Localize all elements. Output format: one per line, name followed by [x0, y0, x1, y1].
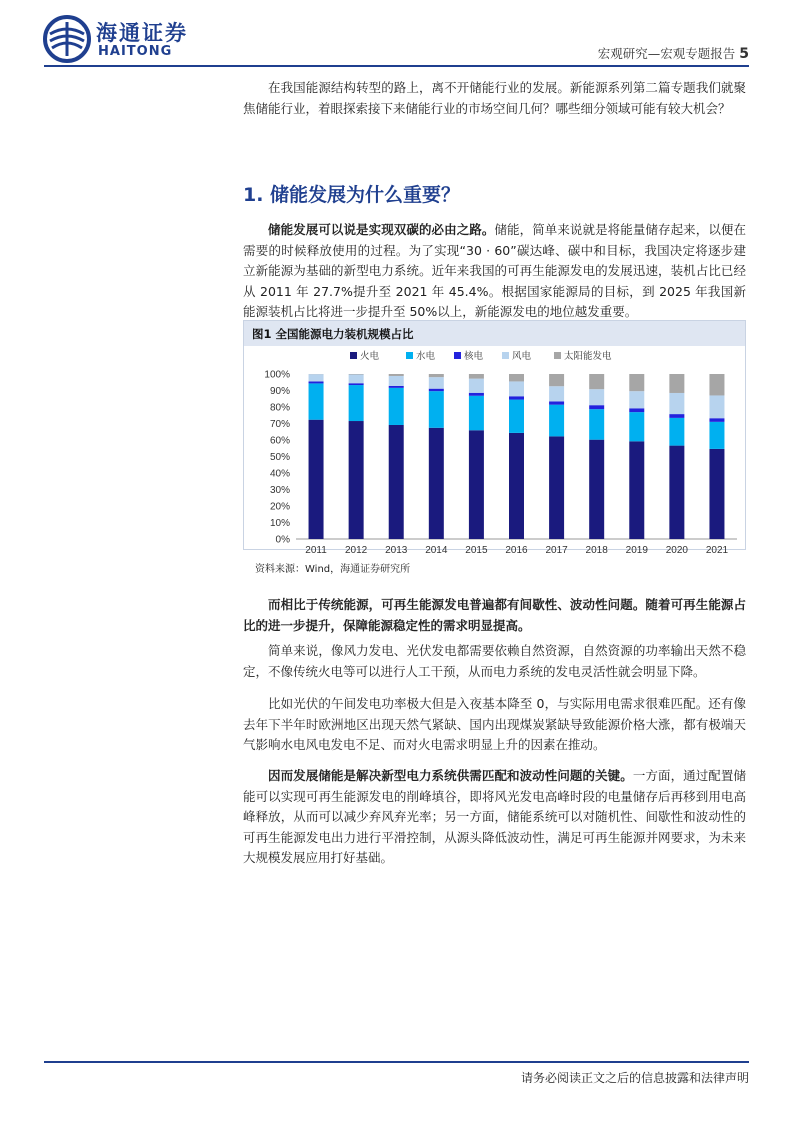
- bar-segment-风电-2011: [309, 374, 324, 381]
- bar-segment-水电-2017: [549, 405, 564, 437]
- x-tick-label: 2011: [305, 545, 327, 556]
- paragraph-1: [243, 220, 746, 323]
- bar-segment-风电-2019: [629, 391, 644, 408]
- x-tick-label: 2021: [705, 545, 729, 556]
- bar-segment-火电-2019: [629, 441, 644, 539]
- bar-segment-太阳能发电-2021: [709, 374, 724, 395]
- bar-segment-火电-2020: [669, 446, 684, 539]
- y-tick-label: 0%: [275, 534, 290, 546]
- page-number: 5: [739, 46, 749, 62]
- y-tick-label: 10%: [269, 518, 290, 529]
- bar-segment-核电-2014: [429, 389, 444, 391]
- bar-segment-太阳能发电-2016: [509, 374, 524, 381]
- bar-segment-太阳能发电-2018: [589, 374, 604, 389]
- x-tick-label: 2020: [665, 545, 688, 556]
- y-tick-label: 100%: [264, 369, 290, 381]
- bar-segment-火电-2012: [349, 421, 364, 539]
- capacity-share-chart: [244, 346, 745, 566]
- paragraph-3: 简单来说，像风力发电、光伏发电都需要依赖自然资源，自然资源的功率输出天然不稳定，不像传统火电等可以进行人工干预，从而电力系统的发电灵活性就会明显下降。: [243, 643, 746, 679]
- figure-title: 图1 全国能源电力装机规模占比: [252, 327, 414, 341]
- bar-segment-太阳能发电-2014: [429, 374, 444, 377]
- header-divider: [44, 65, 749, 67]
- brand-name-en: HAITONG: [98, 44, 173, 59]
- y-tick-label: 30%: [269, 485, 290, 496]
- bar-segment-火电-2017: [549, 436, 564, 539]
- y-tick-label: 20%: [269, 501, 290, 513]
- paragraph-5-lead: 因而发展储能是解决新型电力系统供需匹配和波动性问题的关键。: [268, 768, 633, 783]
- bar-segment-风电-2014: [429, 377, 444, 389]
- bar-segment-水电-2016: [509, 400, 524, 433]
- y-tick-label: 40%: [269, 468, 290, 480]
- y-tick-label: 50%: [269, 452, 290, 463]
- bar-segment-风电-2015: [469, 379, 484, 393]
- bar-segment-太阳能发电-2019: [629, 374, 644, 391]
- bar-segment-太阳能发电-2017: [549, 374, 564, 386]
- bar-segment-水电-2015: [469, 396, 484, 430]
- haitong-logo-icon: [42, 14, 92, 64]
- bar-segment-风电-2021: [709, 395, 724, 418]
- bar-segment-风电-2016: [509, 381, 524, 396]
- bar-segment-核电-2015: [469, 393, 484, 396]
- bar-segment-核电-2016: [509, 396, 524, 399]
- bar-segment-核电-2019: [629, 408, 644, 412]
- y-tick-label: 60%: [269, 435, 290, 447]
- bar-segment-太阳能发电-2013: [389, 374, 404, 376]
- figure-source: 资料来源：Wind，海通证券研究所: [255, 564, 411, 575]
- legend-label: 火电: [360, 351, 380, 362]
- x-tick-label: 2013: [385, 545, 408, 556]
- paragraph-1-lead: 储能发展可以说是实现双碳的必由之路。: [268, 222, 495, 237]
- bar-segment-风电-2018: [589, 389, 604, 405]
- legend-label: 太阳能发电: [564, 351, 612, 362]
- bar-segment-太阳能发电-2015: [469, 374, 484, 379]
- bar-segment-火电-2016: [509, 433, 524, 539]
- report-header: [598, 44, 749, 62]
- bar-segment-核电-2020: [669, 414, 684, 418]
- footer-divider: [44, 1061, 749, 1063]
- x-tick-label: 2012: [345, 545, 368, 556]
- paragraph-2: [243, 595, 746, 636]
- bar-segment-核电-2012: [349, 383, 364, 385]
- paragraph-4: 比如光伏的午间发电功率极大但是入夜基本降至 0，与实际用电需求很难匹配。还有像去年下半年时欧洲地区出现天然气紧缺、国内出现煤炭紧缺导致能源价格大涨，都有极端天气影响水电风电发电不足、而对火电需求明显上升的因素在推动。: [243, 696, 746, 752]
- bar-segment-火电-2015: [469, 430, 484, 539]
- legend-swatch: [554, 352, 561, 359]
- y-tick-label: 90%: [269, 386, 290, 397]
- legend-swatch: [406, 352, 413, 359]
- x-tick-label: 2019: [625, 545, 648, 556]
- bar-segment-核电-2021: [709, 418, 724, 422]
- x-tick-label: 2017: [545, 545, 568, 556]
- bar-segment-水电-2014: [429, 391, 444, 428]
- bar-segment-火电-2018: [589, 440, 604, 539]
- bar-segment-火电-2014: [429, 428, 444, 539]
- bar-segment-风电-2012: [349, 374, 364, 383]
- y-tick-label: 70%: [269, 419, 290, 430]
- bar-segment-水电-2011: [309, 383, 324, 419]
- report-type: 宏观研究—宏观专题报告: [597, 46, 736, 61]
- legend-label: 水电: [416, 351, 436, 362]
- paragraph-2-lead: 而相比于传统能源，可再生能源发电普遍都有间歇性、波动性问题。随着可再生能源占比的进一步提升，保障能源稳定性的需求明显提高。: [243, 597, 746, 633]
- bar-segment-水电-2019: [629, 412, 644, 441]
- bar-segment-水电-2021: [709, 422, 724, 449]
- section-title: 1. 储能发展为什么重要？: [243, 184, 461, 206]
- bar-segment-火电-2021: [709, 449, 724, 539]
- bar-segment-风电-2020: [669, 393, 684, 414]
- paragraph-1-text: 储能，简单来说就是将能量储存起来，以便在需要的时候释放使用的过程。为了实现“30 · 60”碳达峰、碳中和目标，我国决定将逐步建立新能源为基础的新型电力系统。近年来我国的可再生能源发电的发展迅速，装机占比已经从 2011 年 27.7%提升至 2021 年 45.4%。根据国家能源局的目标，到 2025 年我国新能源装机占比将进一步提升至 50%以上，新能源发电的地位越发重要。: [243, 222, 746, 319]
- brand-name-cn: 海通证券: [96, 20, 188, 45]
- legend-swatch: [502, 352, 509, 359]
- legend-label: 核电: [464, 351, 484, 362]
- legend-label: 风电: [512, 351, 532, 362]
- bar-segment-核电-2013: [389, 386, 404, 388]
- x-tick-label: 2014: [425, 545, 448, 556]
- x-tick-label: 2016: [505, 545, 528, 556]
- bar-segment-水电-2012: [349, 385, 364, 421]
- bar-segment-火电-2013: [389, 425, 404, 539]
- y-tick-label: 80%: [269, 402, 290, 414]
- paragraph-5-text: 一方面，通过配置储能可以实现可再生能源发电的削峰填谷，即将风光发电高峰时段的电量储存后再移到用电高峰释放，从而可以减少弃风弃光率；另一方面，储能系统可以对随机性、间歇性和波动性的可再生能源发电出力进行平滑控制，从源头降低波动性，满足可再生能源并网要求，为未来大规模发展应用打好基础。: [243, 768, 746, 865]
- bar-segment-火电-2011: [309, 420, 324, 539]
- bar-segment-水电-2013: [389, 388, 404, 425]
- intro-paragraph: 在我国能源结构转型的路上，离不开储能行业的发展。新能源系列第二篇专题我们就聚焦储能行业，着眼探索接下来储能行业的市场空间几何？哪些细分领域可能有较大机会？: [243, 80, 746, 116]
- legend-swatch: [454, 352, 461, 359]
- paragraph-5: [243, 766, 746, 869]
- bar-segment-核电-2017: [549, 401, 564, 404]
- bar-segment-核电-2018: [589, 405, 604, 409]
- x-tick-label: 2018: [585, 545, 608, 556]
- footer-disclaimer: 请务必阅读正文之后的信息披露和法律声明: [520, 1071, 749, 1085]
- bar-segment-太阳能发电-2020: [669, 374, 684, 393]
- x-tick-label: 2015: [465, 545, 488, 556]
- bar-segment-风电-2017: [549, 386, 564, 401]
- bar-segment-水电-2020: [669, 418, 684, 446]
- bar-segment-风电-2013: [389, 376, 404, 386]
- legend-swatch: [350, 352, 357, 359]
- bar-segment-水电-2018: [589, 409, 604, 440]
- bar-segment-核电-2011: [309, 381, 324, 383]
